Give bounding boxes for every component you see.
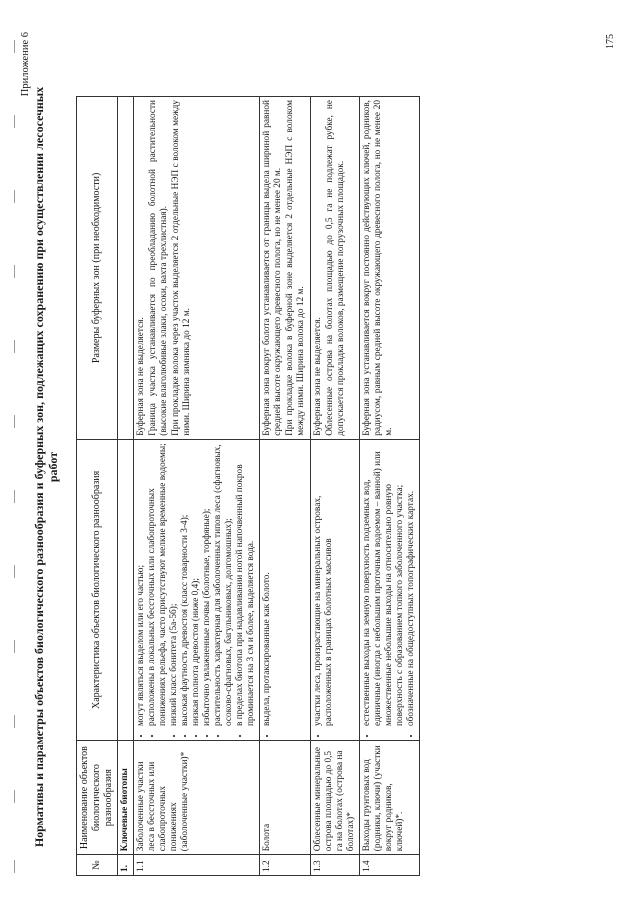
row-characteristic — [134, 439, 260, 740]
table-header-row — [77, 97, 118, 876]
row-num: 1.3 — [311, 855, 360, 876]
margin-mark — [14, 265, 15, 278]
header-name: Наименование объектов биологического разнообразия — [77, 740, 118, 854]
margin-mark — [14, 115, 15, 128]
section-row — [118, 97, 134, 876]
characteristic-item: • могут являться выделом или его частью; — [136, 443, 147, 726]
row-name: Выходы грунтовых вод (родники, ключи) (участки вокруг родников, ключей)*. — [360, 740, 420, 854]
section-num: 1. — [118, 855, 134, 876]
buffer-line: При прокладке волока в буферной зоне выделяется 2 отдельные НЭП с волоком между ними. Ширина волока до 12 м. — [285, 100, 306, 436]
characteristic-item: • растительность характерная для заболоченных типов леса (сфагновых, осоково-сфагновых, багульниковых, долгомошных); — [213, 443, 235, 726]
characteristic-item: • обозначенные на общедоступных топографических картах. — [406, 443, 417, 726]
characteristic-item: • низкий класс бонитета (5а-5б); — [169, 443, 180, 726]
margin-mark — [14, 860, 15, 873]
row-name: Облесенные минеральные острова площадью до 0,5 га на болотах (острова на болотах)* — [311, 740, 360, 854]
characteristic-item: • участки леса, произрастающие на минеральных островах, расположенных в границах болотных массивов — [313, 443, 335, 726]
row-buffer — [260, 97, 311, 440]
characteristic-item: • выдела, протаксированные как болото. — [262, 443, 273, 726]
buffer-line: Буферная зона устанавливается вокруг постоянно действующих ключей, родников, радиусом, равным средней высоте окружающего древесного полога, но не менее 20 м. — [362, 100, 394, 436]
characteristic-item: • в пределах биотопа при надавливании ногой напочвенный покров проминается на 3 см и более, выделяется вода. — [235, 443, 257, 726]
appendix-label: Приложение 6 — [20, 32, 31, 97]
margin-mark — [14, 190, 15, 203]
header-num: № — [77, 855, 118, 876]
landscape-page — [20, 22, 620, 882]
buffer-line: Буферная зона не выделяется. — [136, 317, 146, 436]
margin-mark — [14, 640, 15, 653]
table-row — [260, 97, 311, 876]
document-title: Нормативы и параметры объектов биологического разнообразия и буферных зон, подлежащих сохранению при осуществлении лесосечных работ — [32, 86, 60, 848]
row-buffer — [311, 97, 360, 440]
margin-mark — [14, 715, 15, 728]
characteristic-item: • низкая полнота древостоя (ниже 0,4); — [191, 443, 202, 726]
table-row — [311, 97, 360, 876]
row-characteristic — [360, 439, 420, 740]
row-buffer — [134, 97, 260, 440]
buffer-line: Граница участка устанавливается по преобладанию болотной растительности (высокие влаголюбивые злаки, осоки, вахта трехлистная). — [148, 100, 169, 436]
row-characteristic — [260, 439, 311, 740]
characteristic-item: • высокая фаутность древостоя (класс товарности 3-4); — [180, 443, 191, 726]
margin-mark — [14, 415, 15, 428]
header-characteristic: Характеристика объектов биологического разнообразия — [77, 439, 118, 740]
margin-mark — [14, 40, 15, 53]
row-buffer — [360, 97, 420, 440]
margin-mark — [14, 565, 15, 578]
margin-mark — [14, 490, 15, 503]
margin-mark — [14, 790, 15, 803]
buffer-line: Буферная зона вокруг болота устанавливается от границы выдела шириной равной средней высоте окружающего древесного полога, но не менее 20 м. — [262, 100, 283, 436]
buffer-line: Буферная зона не выделяется. — [313, 317, 323, 436]
characteristic-item: • расположены в локальных бессточных или слабопроточных понижениях рельефа, часто присутствуют мелкие временные водоемы; — [147, 443, 169, 726]
row-num: 1.4 — [360, 855, 420, 876]
row-name: Заболоченные участки леса в бессточных или слабопроточных понижениях (заболоченные участки)* — [134, 740, 260, 854]
buffer-line: При прокладке волока через участок выделяется 2 отдельные НЭП с волоком между ними. Ширина зимника до 12 м. — [171, 100, 192, 436]
header-buffer: Размеры буферных зон (при необходимости) — [77, 97, 118, 440]
characteristic-item: • естественные выходы на земную поверхность подземных вод, единичные (иногда с небольшим проточным водоемом – ванной) или множественные небольшие выходы на относительно ровную поверхность с образованием топкого заболоченного участка; — [362, 443, 406, 726]
row-num: 1.2 — [260, 855, 311, 876]
biodiversity-norms-table — [76, 96, 420, 876]
page-number: 175 — [605, 34, 616, 49]
buffer-line: Облесенные острова на болотах площадью до 0,5 га не подлежат рубке, не допускается прокладка волоков, размещение погрузочных площадок. — [325, 100, 346, 436]
table-row — [360, 97, 420, 876]
row-characteristic — [311, 439, 360, 740]
table-row — [134, 97, 260, 876]
margin-mark — [14, 340, 15, 353]
row-name: Болота — [260, 740, 311, 854]
section-label: Ключевые биотопы — [118, 740, 134, 854]
row-num: 1.1 — [134, 855, 260, 876]
characteristic-item: • избыточно увлажненные почвы (болотные, торфяные); — [202, 443, 213, 726]
